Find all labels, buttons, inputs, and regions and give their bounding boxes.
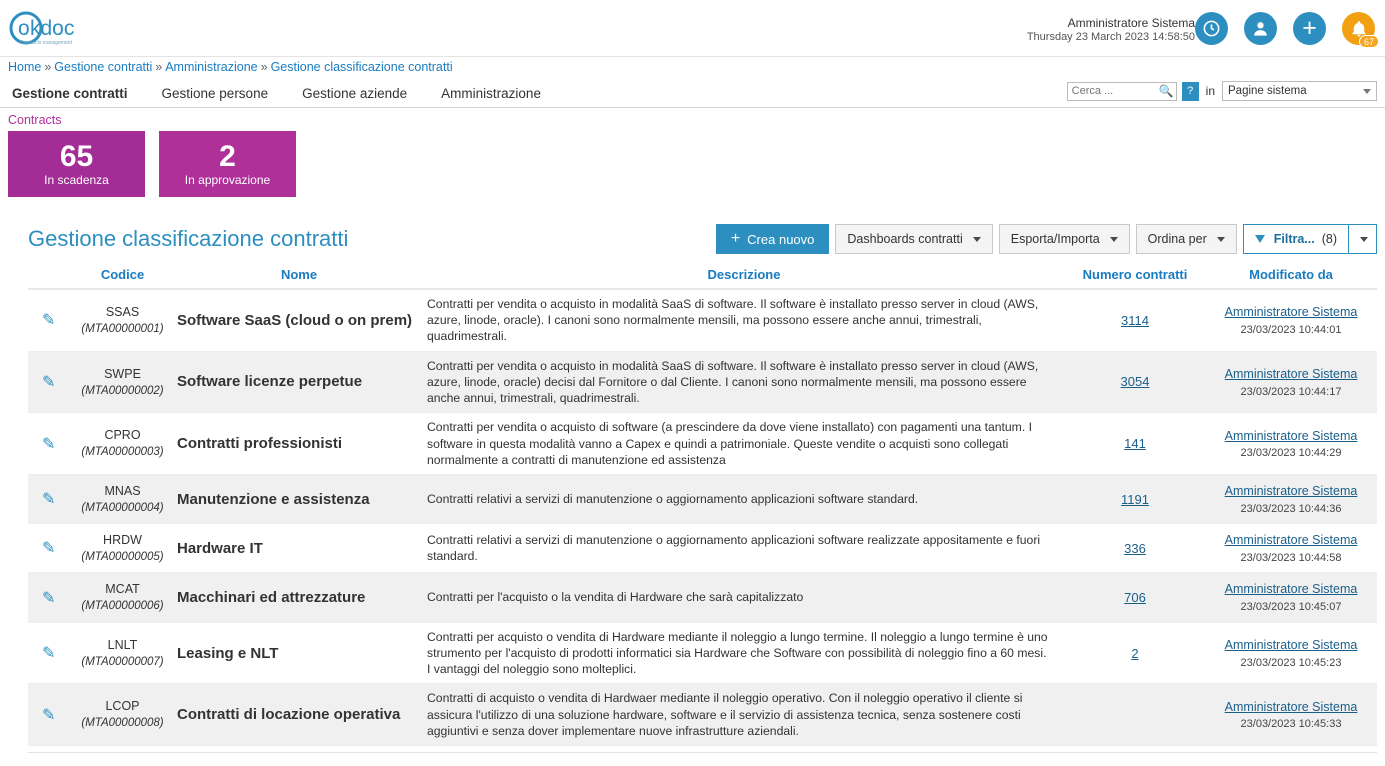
row-modified-cell <box>1205 289 1377 351</box>
row-edit-cell <box>28 622 70 684</box>
row-modified-by[interactable]: Amministratore Sistema <box>1224 305 1358 320</box>
row-code-cell <box>70 573 175 622</box>
kpi-value: 2 <box>219 140 236 174</box>
row-modified-by[interactable]: Amministratore Sistema <box>1224 366 1358 381</box>
row-count-link[interactable]: 3114 <box>1121 312 1149 328</box>
breadcrumb-separator: » <box>44 60 52 74</box>
page-header <box>0 219 1385 263</box>
row-modified-by[interactable]: Amministratore Sistema <box>1224 428 1358 443</box>
row-count-cell <box>1065 622 1205 684</box>
row-description: Contratti relativi a servizi di manutenzione o aggiornamento applicazioni software standard. <box>427 491 919 506</box>
row-edit-cell <box>28 474 70 523</box>
edit-icon[interactable]: ✎ <box>42 491 56 509</box>
current-datetime: Thursday 23 March 2023 14:58:50 <box>1026 31 1195 43</box>
breadcrumb-item-gestione-contratti[interactable]: Gestione contratti <box>54 60 153 74</box>
row-description: Contratti di acquisto o vendita di Hardwaer mediante il noleggio operativo. Con il noleggio operativo il cliente si assicura l'utilizzo di una soluzione hardware, software e il servizio di assistenza tecnica, senza sostenere costi aggiuntivi e senza dover implementare nuove infrastrutture aziendali. <box>427 691 1023 738</box>
kpi-section-title: Contracts <box>8 113 62 127</box>
row-count-cell <box>1065 351 1205 413</box>
row-count-cell <box>1065 289 1205 351</box>
row-modified-at: 23/03/2023 10:45:33 <box>1240 718 1342 731</box>
breadcrumb-separator: » <box>155 60 163 74</box>
filter-dropdown-button[interactable] <box>1349 224 1377 254</box>
row-modified-cell <box>1205 684 1377 746</box>
edit-icon[interactable]: ✎ <box>42 540 56 558</box>
app-logo[interactable] <box>8 4 78 54</box>
row-code-cell <box>70 684 175 746</box>
kpi-card-in-approvazione[interactable] <box>159 131 296 197</box>
kpi-section <box>0 108 1385 197</box>
bell-icon[interactable] <box>1342 12 1375 45</box>
row-code-cell <box>70 524 175 573</box>
chevron-down-icon <box>1360 237 1368 242</box>
filter-label: Filtra... <box>1273 232 1315 246</box>
main-nav <box>0 79 1385 108</box>
row-modified-by[interactable]: Amministratore Sistema <box>1224 533 1358 548</box>
row-count-link[interactable]: 2 <box>1131 645 1139 661</box>
breadcrumb-separator: » <box>260 60 268 74</box>
search-wrapper <box>1067 82 1177 101</box>
row-code-cell <box>70 351 175 413</box>
row-modified-cell <box>1205 413 1377 475</box>
table-body <box>28 289 1377 746</box>
row-name: Software SaaS (cloud o on prem) <box>177 311 413 329</box>
row-edit-cell <box>28 684 70 746</box>
search-scope-label: in <box>1205 84 1215 98</box>
row-code: SWPE <box>104 366 141 381</box>
row-count-cell <box>1065 573 1205 622</box>
row-modified-cell <box>1205 474 1377 523</box>
nav-item-gestione-contratti[interactable]: Gestione contratti <box>12 85 128 101</box>
chevron-down-icon <box>1110 237 1118 242</box>
export-import-label: Esporta/Importa <box>1010 232 1100 246</box>
dashboards-button[interactable] <box>835 224 992 254</box>
sort-label: Ordina per <box>1147 232 1207 246</box>
row-mta: (MTA00000005) <box>81 551 164 564</box>
row-code-cell <box>70 474 175 523</box>
search-scope-select[interactable] <box>1222 81 1377 101</box>
column-header-descrizione[interactable]: Descrizione <box>423 263 1065 289</box>
row-description: Contratti per acquisto o vendita di Hardware mediante il noleggio a lungo termine. Il noleggio a lungo termine è uno strumento per l'acquisto di prodotti informatici sia Hardware che Software con possibilità di noleggio fino a 60 mesi. I vantaggi del noleggio sono molteplici. <box>427 629 1048 677</box>
svg-text:Contracts management: Contracts management <box>20 40 72 46</box>
kpi-label: In approvazione <box>184 172 271 187</box>
plus-icon: + <box>730 230 741 247</box>
edit-icon[interactable]: ✎ <box>42 589 56 607</box>
row-mta: (MTA00000003) <box>81 446 164 459</box>
column-header-numero-contratti[interactable]: Numero contratti <box>1065 263 1205 289</box>
table-row[interactable] <box>28 351 1377 413</box>
row-name: Contratti di locazione operativa <box>177 706 401 724</box>
row-code-cell <box>70 622 175 684</box>
row-mta: (MTA00000002) <box>81 384 164 397</box>
row-modified-at: 23/03/2023 10:45:07 <box>1240 601 1342 614</box>
notification-badge: 67 <box>1359 35 1379 48</box>
kpi-card-in-scadenza[interactable] <box>8 131 145 197</box>
row-description: Contratti relativi a servizi di manutenzione o aggiornamento applicazioni software realizzate appositamente e fuori standard. <box>427 533 1041 564</box>
row-count-link[interactable]: 3054 <box>1120 374 1150 390</box>
row-modified-cell <box>1205 622 1377 684</box>
search-icon[interactable]: 🔍 <box>1158 83 1174 98</box>
svg-text:o: o <box>18 17 30 40</box>
search-scope-value: Pagine sistema <box>1228 85 1307 97</box>
kpi-row <box>8 131 1385 197</box>
row-modified-at: 23/03/2023 10:44:36 <box>1240 502 1342 515</box>
column-header-modificato-da[interactable]: Modificato da <box>1205 263 1377 289</box>
table-header <box>28 263 1377 289</box>
row-name: Contratti professionisti <box>177 435 343 453</box>
row-name: Software licenze perpetue <box>177 373 363 391</box>
user-info <box>1027 16 1195 45</box>
column-header-codice[interactable]: Codice <box>70 263 175 289</box>
row-edit-cell <box>28 573 70 622</box>
create-new-button[interactable] <box>716 224 830 254</box>
row-code-cell <box>70 413 175 475</box>
row-modified-cell <box>1205 351 1377 413</box>
filter-button[interactable] <box>1243 224 1349 254</box>
kpi-value: 65 <box>59 140 94 174</box>
breadcrumb <box>0 57 1385 79</box>
row-modified-by[interactable]: Amministratore Sistema <box>1224 483 1358 498</box>
table-row[interactable] <box>28 622 1377 684</box>
row-mta: (MTA00000004) <box>81 501 164 514</box>
nav-item-amministrazione[interactable]: Amministrazione <box>441 85 541 101</box>
top-bar <box>0 0 1385 57</box>
row-modified-at: 23/03/2023 10:44:29 <box>1240 447 1342 460</box>
row-mta: (MTA00000008) <box>81 717 164 730</box>
table-row[interactable] <box>28 474 1377 523</box>
row-code: SSAS <box>105 304 140 319</box>
column-header-edit[interactable] <box>28 263 70 289</box>
row-description: Contratti per vendita o acquisto di software (a prescindere da dove viene installato) con pagamenti una tantum. I software in questa modalità vanno a Capex e quindi a patrimoniale. Queste vendite o acquisti sono collegati normalmente a contratti di manutenzione ed assistenza <box>427 420 1032 467</box>
breadcrumb-item-amministrazione[interactable]: Amministrazione <box>165 60 258 74</box>
row-modified-at: 23/03/2023 10:44:58 <box>1240 551 1342 564</box>
classification-table <box>28 263 1377 746</box>
plus-icon[interactable]: + <box>1293 12 1326 45</box>
filter-icon <box>1255 235 1265 243</box>
table-row[interactable] <box>28 573 1377 622</box>
row-count-cell <box>1065 413 1205 475</box>
breadcrumb-item-home[interactable]: Home <box>8 60 42 74</box>
kpi-label: In scadenza <box>44 172 109 187</box>
chevron-down-icon <box>1363 89 1371 94</box>
bottom-divider <box>28 752 1377 753</box>
user-name: Amministratore Sistema <box>1067 16 1195 30</box>
row-name: Macchinari ed attrezzature <box>177 589 366 607</box>
edit-icon[interactable]: ✎ <box>42 706 56 724</box>
page-toolbar <box>710 224 1377 254</box>
row-edit-cell <box>28 289 70 351</box>
filter-count: (8) <box>1321 232 1337 246</box>
row-count-link[interactable]: 141 <box>1124 436 1146 452</box>
row-count-cell <box>1065 474 1205 523</box>
edit-icon[interactable]: ✎ <box>42 435 56 453</box>
row-mta: (MTA00000001) <box>81 323 164 336</box>
column-header-nome[interactable]: Nome <box>175 263 423 289</box>
row-description: Contratti per vendita o acquisto in modalità SaaS di software. Il software è installato presso server in cloud (AWS, azure, linode, oracle) decisi dal Fornitore o dal Cliente. I canoni sono normalmente mensili, ma possono essere anche annui, trimestrali, quadrimestrali. <box>427 358 1039 406</box>
sort-button[interactable] <box>1136 224 1237 254</box>
table-header-row <box>28 263 1377 289</box>
row-name: Hardware IT <box>177 539 263 557</box>
chevron-down-icon <box>1217 237 1225 242</box>
row-code: LNLT <box>107 637 138 652</box>
row-count-link[interactable]: 706 <box>1124 590 1146 606</box>
row-modified-cell <box>1205 573 1377 622</box>
row-count-link[interactable]: 1191 <box>1121 491 1149 507</box>
row-count-cell <box>1065 524 1205 573</box>
row-edit-cell <box>28 351 70 413</box>
row-edit-cell <box>28 524 70 573</box>
help-button[interactable]: ? <box>1182 82 1199 101</box>
user-icon[interactable] <box>1244 12 1277 45</box>
row-edit-cell <box>28 413 70 475</box>
row-name: Manutenzione e assistenza <box>177 490 370 508</box>
table-row[interactable] <box>28 684 1377 746</box>
table-row[interactable] <box>28 524 1377 573</box>
row-modified-by[interactable]: Amministratore Sistema <box>1224 699 1358 714</box>
row-code: MNAS <box>104 483 141 498</box>
nav-item-gestione-persone[interactable]: Gestione persone <box>161 85 269 101</box>
nav-item-gestione-aziende[interactable]: Gestione aziende <box>302 85 408 101</box>
row-mta: (MTA00000007) <box>81 655 164 668</box>
chevron-down-icon <box>973 237 981 242</box>
edit-icon[interactable]: ✎ <box>42 645 56 663</box>
row-name: Leasing e NLT <box>177 644 279 662</box>
row-code: HRDW <box>103 532 142 547</box>
table-row[interactable] <box>28 413 1377 475</box>
page-title: Gestione classificazione contratti <box>28 226 349 251</box>
clock-icon[interactable] <box>1195 12 1228 45</box>
breadcrumb-item-current: Gestione classificazione contratti <box>270 60 453 74</box>
row-description: Contratti per vendita o acquisto in modalità SaaS di software. Il software è installato presso server in cloud (AWS, azure, linode, oracle). I canoni sono normalmente mensili, ma possono essere anche annui, trimestrali, quadrimestrali. <box>427 297 1039 344</box>
row-code-cell <box>70 289 175 351</box>
row-code: CPRO <box>104 428 141 443</box>
create-new-label: Crea nuovo <box>747 231 815 247</box>
row-modified-cell <box>1205 524 1377 573</box>
row-modified-by[interactable]: Amministratore Sistema <box>1224 637 1358 652</box>
export-import-button[interactable] <box>999 224 1130 254</box>
svg-text:kdoc: kdoc <box>30 17 75 40</box>
edit-icon[interactable]: ✎ <box>42 373 56 391</box>
table-row[interactable] <box>28 289 1377 351</box>
row-modified-by[interactable]: Amministratore Sistema <box>1224 582 1358 597</box>
top-icon-group <box>1195 12 1375 45</box>
row-modified-at: 23/03/2023 10:44:17 <box>1240 385 1342 398</box>
row-count-link[interactable]: 336 <box>1124 540 1146 556</box>
row-code: MCAT <box>105 582 140 597</box>
classification-table-wrapper <box>0 263 1385 746</box>
row-code: LCOP <box>105 699 140 714</box>
dashboards-label: Dashboards contratti <box>847 232 963 246</box>
row-count-cell <box>1065 684 1205 746</box>
row-modified-at: 23/03/2023 10:44:01 <box>1240 323 1342 336</box>
search-area <box>1067 81 1377 101</box>
row-description: Contratti per l'acquisto o la vendita di Hardware che sarà capitalizzato <box>427 590 804 605</box>
row-mta: (MTA00000006) <box>81 600 164 613</box>
row-modified-at: 23/03/2023 10:45:23 <box>1240 656 1342 669</box>
edit-icon[interactable]: ✎ <box>42 312 56 330</box>
